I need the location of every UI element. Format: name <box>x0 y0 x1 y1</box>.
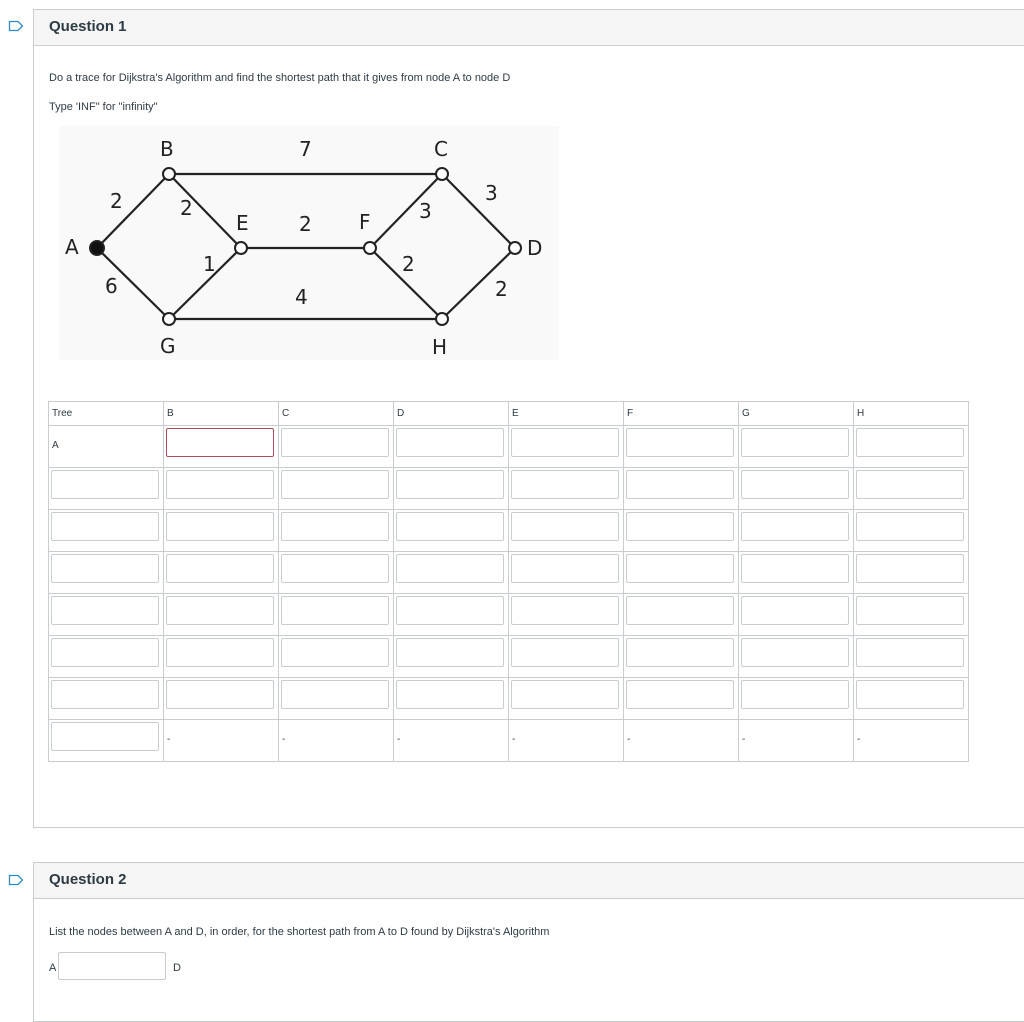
cell-input[interactable] <box>166 596 274 625</box>
table-row <box>49 426 969 468</box>
tree-input[interactable] <box>51 596 159 625</box>
trace-table <box>48 401 969 762</box>
cell-input[interactable] <box>856 680 964 709</box>
node-e <box>235 242 247 254</box>
flag-question-1-icon[interactable] <box>8 20 24 32</box>
cell-input[interactable] <box>511 638 619 667</box>
cell-input[interactable] <box>281 428 389 457</box>
node-label-g: G <box>160 334 176 358</box>
tree-input[interactable] <box>51 554 159 583</box>
header-g: G <box>739 402 854 426</box>
tree-input[interactable] <box>51 638 159 667</box>
cell-input[interactable] <box>511 680 619 709</box>
table-row <box>49 636 969 678</box>
header-e: E <box>509 402 624 426</box>
cell-input[interactable] <box>741 680 849 709</box>
node-label-e: E <box>236 211 249 235</box>
weight-f-c: 3 <box>419 199 432 223</box>
placeholder-dash: - <box>397 734 401 745</box>
header-c: C <box>279 402 394 426</box>
weight-b-c: 7 <box>299 137 312 161</box>
table-row <box>49 594 969 636</box>
cell-input[interactable] <box>396 428 504 457</box>
tree-label-a: A <box>52 440 59 451</box>
weight-f-h: 2 <box>402 252 415 276</box>
node-label-b: B <box>160 137 174 161</box>
cell-input[interactable] <box>396 470 504 499</box>
cell-input[interactable] <box>741 470 849 499</box>
answer-end-label: D <box>173 962 181 974</box>
node-h <box>436 313 448 325</box>
cell-input[interactable] <box>856 596 964 625</box>
tree-cell <box>49 426 164 468</box>
table-row <box>49 510 969 552</box>
cell-input[interactable] <box>281 596 389 625</box>
graph-diagram <box>59 126 559 360</box>
cell-input[interactable] <box>741 638 849 667</box>
cell-input[interactable] <box>281 512 389 541</box>
cell-input[interactable] <box>626 512 734 541</box>
trace-table-header-row <box>49 402 969 426</box>
weight-a-g: 6 <box>105 274 118 298</box>
cell-input[interactable] <box>396 512 504 541</box>
cell-input[interactable] <box>511 512 619 541</box>
path-answer-input[interactable] <box>58 952 166 980</box>
answer-start-label: A <box>49 962 57 974</box>
cell-input[interactable] <box>856 470 964 499</box>
cell-input[interactable] <box>511 554 619 583</box>
cell-input[interactable] <box>741 428 849 457</box>
cell-input[interactable] <box>396 680 504 709</box>
cell-input[interactable] <box>166 680 274 709</box>
question-1-prompt: Do a trace for Dijkstra's Algorithm and find the shortest path that it gives from node A to node D <box>49 72 511 84</box>
header-f: F <box>624 402 739 426</box>
weight-g-e: 1 <box>203 252 216 276</box>
weight-h-d: 2 <box>495 277 508 301</box>
cell-input[interactable] <box>741 554 849 583</box>
cell-input[interactable] <box>856 512 964 541</box>
cell-input[interactable] <box>626 680 734 709</box>
cell-input[interactable] <box>166 638 274 667</box>
table-row <box>49 552 969 594</box>
weight-a-b: 2 <box>110 189 123 213</box>
cell-input[interactable] <box>511 470 619 499</box>
table-row <box>49 720 969 762</box>
header-b: B <box>164 402 279 426</box>
cell-input[interactable] <box>396 596 504 625</box>
cell-input[interactable] <box>281 638 389 667</box>
weight-g-h: 4 <box>295 285 308 309</box>
cell-input[interactable] <box>626 596 734 625</box>
flag-question-2-icon[interactable] <box>8 874 24 886</box>
cell-input[interactable] <box>626 554 734 583</box>
weight-b-e: 2 <box>180 196 193 220</box>
cell-input[interactable] <box>856 638 964 667</box>
cell-input[interactable] <box>626 470 734 499</box>
node-label-h: H <box>432 335 448 359</box>
header-d: D <box>394 402 509 426</box>
cell-input[interactable] <box>396 554 504 583</box>
cell-input[interactable] <box>741 512 849 541</box>
table-row <box>49 678 969 720</box>
weight-c-d: 3 <box>485 181 498 205</box>
question-2-title: Question 2 <box>34 863 1024 899</box>
node-b <box>163 168 175 180</box>
edge-c-d <box>442 174 515 248</box>
placeholder-dash: - <box>282 734 286 745</box>
cell-input[interactable] <box>511 428 619 457</box>
node-label-d: D <box>527 236 543 260</box>
tree-input[interactable] <box>51 680 159 709</box>
placeholder-dash: - <box>742 734 746 745</box>
cell-input[interactable] <box>166 428 274 457</box>
cell-input[interactable] <box>281 470 389 499</box>
node-label-c: C <box>434 137 448 161</box>
cell-input[interactable] <box>166 554 274 583</box>
placeholder-dash: - <box>857 734 861 745</box>
cell-input[interactable] <box>396 638 504 667</box>
table-row <box>49 468 969 510</box>
cell-input[interactable] <box>166 512 274 541</box>
cell-input[interactable] <box>626 428 734 457</box>
cell-input[interactable] <box>741 596 849 625</box>
cell-input[interactable] <box>281 680 389 709</box>
weight-e-f: 2 <box>299 212 312 236</box>
tree-input[interactable] <box>51 470 159 499</box>
node-c <box>436 168 448 180</box>
cell-input[interactable] <box>626 638 734 667</box>
node-a <box>90 241 104 255</box>
cell-input[interactable] <box>511 596 619 625</box>
cell-input[interactable] <box>166 470 274 499</box>
tree-input[interactable] <box>51 512 159 541</box>
header-h: H <box>854 402 969 426</box>
tree-input[interactable] <box>51 722 159 751</box>
node-d <box>509 242 521 254</box>
node-label-a: A <box>65 235 79 259</box>
question-1-title: Question 1 <box>34 10 1024 46</box>
header-tree: Tree <box>49 402 164 426</box>
node-g <box>163 313 175 325</box>
cell-input[interactable] <box>856 428 964 457</box>
edge-a-b <box>97 174 169 248</box>
node-label-f: F <box>359 210 371 234</box>
question-1-note: Type 'INF" for "infinity" <box>49 101 158 113</box>
placeholder-dash: - <box>167 734 171 745</box>
placeholder-dash: - <box>512 734 516 745</box>
cell-input[interactable] <box>856 554 964 583</box>
question-2-prompt: List the nodes between A and D, in order, for the shortest path from A to D found by Dijkstra's Algorithm <box>49 926 550 938</box>
cell-input[interactable] <box>281 554 389 583</box>
question-2-box <box>33 862 1024 1022</box>
placeholder-dash: - <box>627 734 631 745</box>
node-f <box>364 242 376 254</box>
